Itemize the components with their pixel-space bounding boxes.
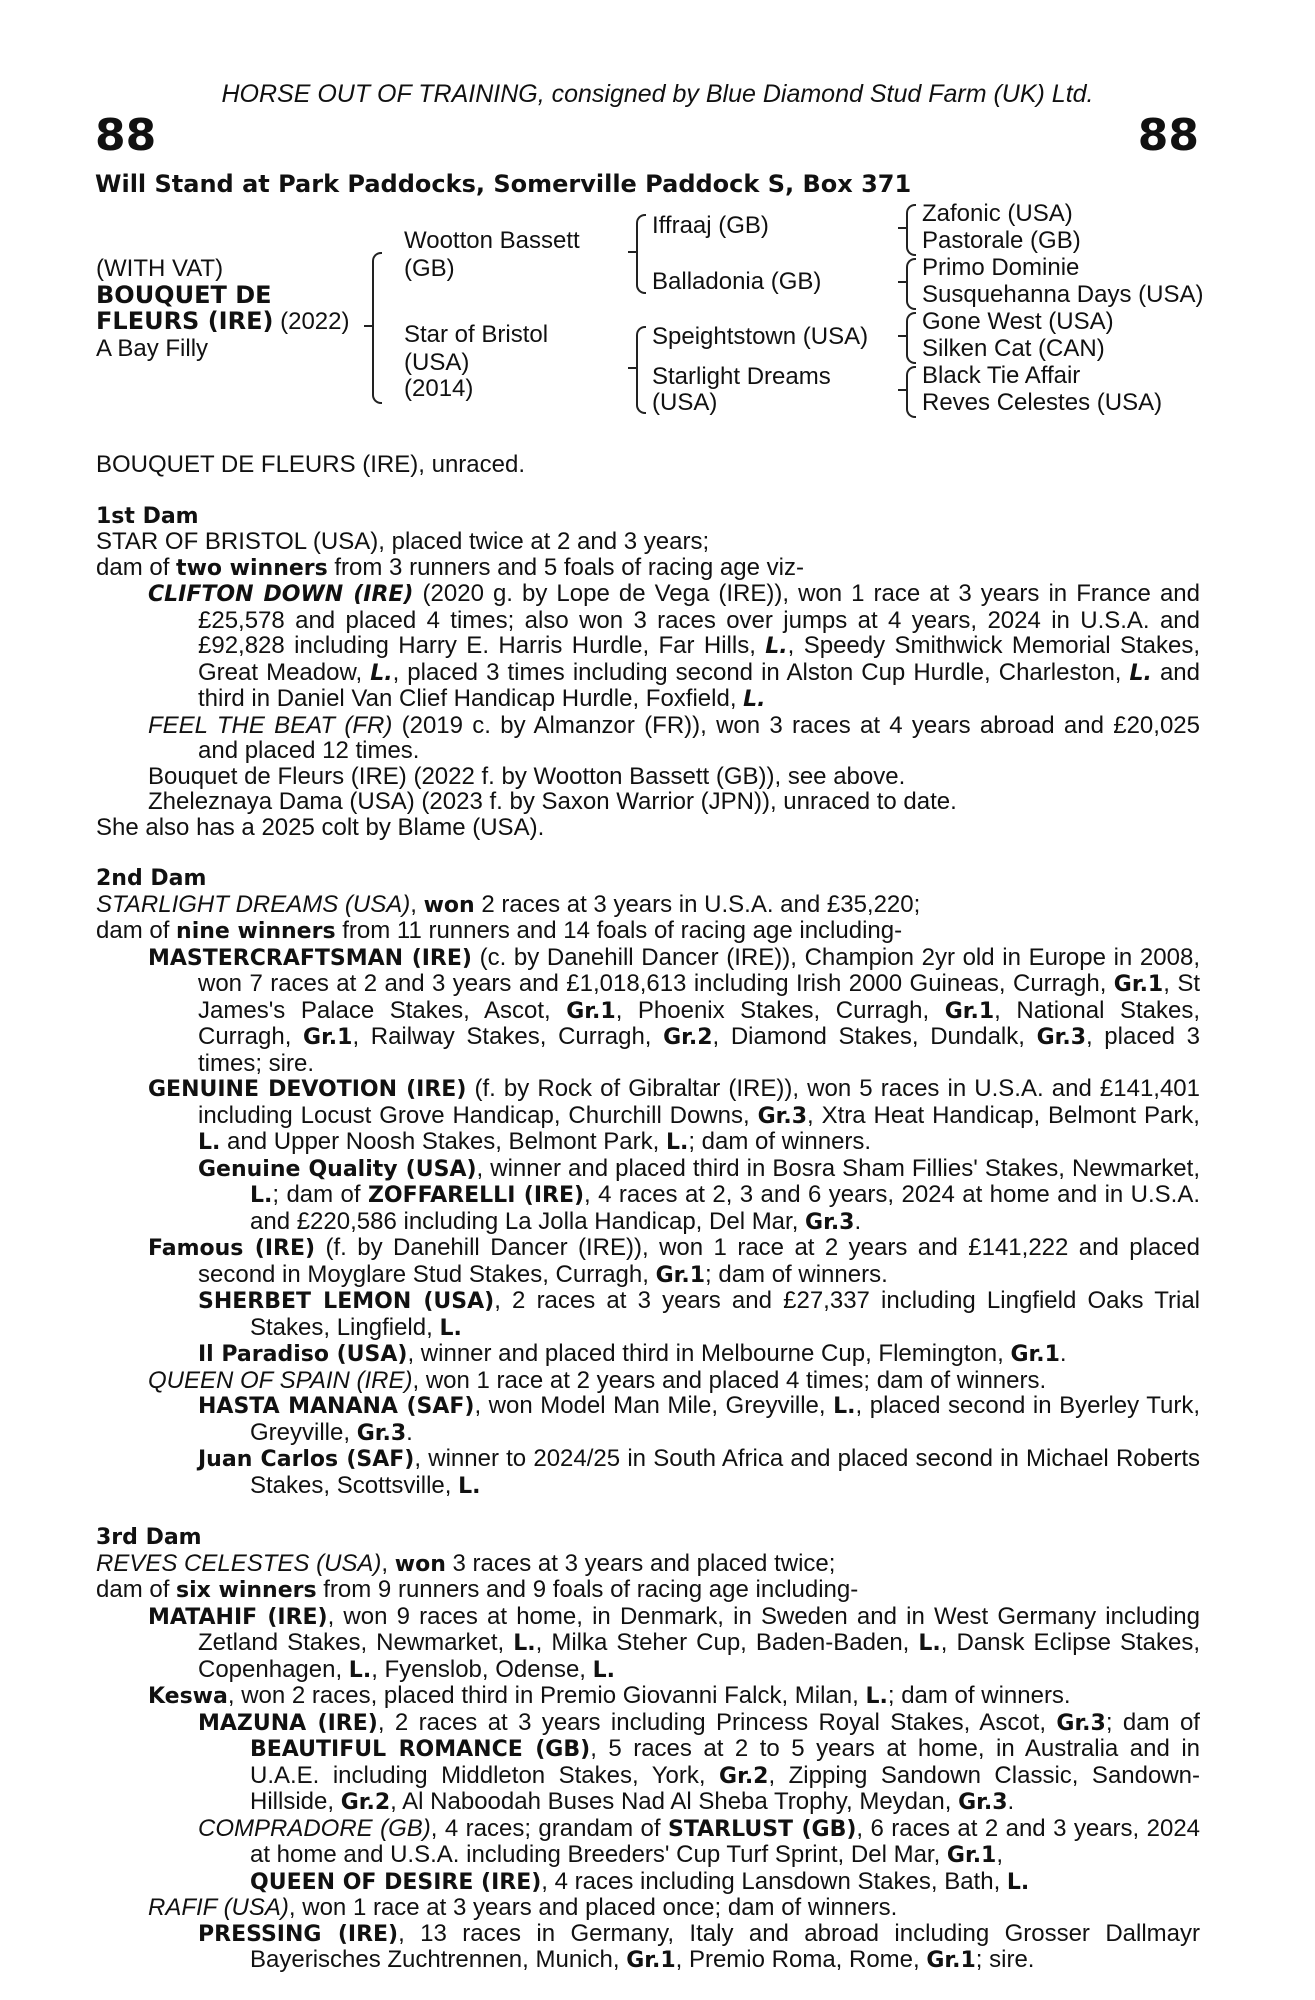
unraced-note: BOUQUET DE FLEURS (IRE), unraced. [96, 451, 525, 478]
first-dam-line1: STAR OF BRISTOL (USA), placed twice at 2 and 3 years; [96, 528, 710, 555]
first-dam-heading: 1st Dam [96, 503, 199, 529]
granddam-maternal-line2: (USA) [652, 389, 718, 416]
great-grandparent-8: Reves Celestes (USA) [922, 389, 1163, 416]
progeny-2025-colt: She also has a 2025 colt by Blame (USA). [96, 813, 545, 841]
pedigree-brace-dam-tip [628, 367, 636, 369]
progeny-mastercraftsman: MASTERCRAFTSMAN (IRE) (c. by Danehill Dancer (IRE)), Champion 2yr old in Europe in 2008, won 7 races at 2 and 3 years and £1,018,613 including Irish 2000 Guineas, Curragh, Gr.1, St James's Palace Stakes, Ascot, Gr.1, Phoenix Stakes, Curragh, Gr.1, National Stakes, Curragh, Gr.1, Railway Stakes, Curragh, Gr.2, Diamond Stakes, Dundalk, Gr.3, placed 3 times; sire. [148, 943, 1201, 1077]
progeny-genuine-quality: Genuine Quality (USA), winner and placed third in Bosra Sham Fillies' Stakes, Newmarket, L.; dam of ZOFFARELLI (IRE), 4 races at 2, 3 and 6 years, 2024 at home and in U.S.A. and £220,586 including La Jolla Handicap, Del Mar, Gr.3. [198, 1154, 1200, 1235]
progeny-hasta-manana: HASTA MANANA (SAF), won Model Man Mile, Greyville, L., placed second in Byerley Turk, Greyville, Gr.3. [198, 1392, 1201, 1446]
second-dam-heading: 2nd Dam [96, 866, 207, 891]
progeny-sherbet-lemon: SHERBET LEMON (USA), 2 races at 3 years and £27,337 including Lingfield Oaks Trial Stakes, Lingfield, L. [198, 1287, 1201, 1341]
progeny-zheleznaya-dama: Zheleznaya Dama (USA) (2023 f. by Saxon Warrior (JPN)), unraced to date. [148, 788, 957, 815]
progeny-famous: Famous (IRE) (f. by Danehill Dancer (IRE)), won 1 race at 2 years and £141,222 and placed second in Moyglare Stud Stakes, Curragh, Gr.1; dam of winners. [148, 1234, 1200, 1288]
progeny-pressing: PRESSING (IRE), 13 races in Germany, Italy and abroad including Grosser Dallmayr Bayerisches Zuchtrennen, Munich, Gr.1, Premio Roma, Rome, Gr.1; sire. [198, 1919, 1200, 1973]
sire-country: (GB) [404, 255, 455, 282]
progeny-rafif: RAFIF (USA), won 1 race at 3 years and placed once; dam of winners. [148, 1894, 898, 1921]
great-grandparent-6: Silken Cat (CAN) [922, 335, 1105, 362]
dam-name-line3: (2014) [404, 375, 474, 402]
progeny-mazuna: MAZUNA (IRE), 2 races at 3 years including Princess Royal Stakes, Ascot, Gr.3; dam of BEAUTIFUL ROMANCE (GB), 5 races at 2 to 5 years at home, in Australia and in U.A.E. including Middleton Stakes, York, Gr.2, Zipping Sandown Classic, Sandown-Hillside, Gr.2, Al Naboodah Buses Nad Al Sheba Trophy, Meydan, Gr.3. [198, 1708, 1201, 1815]
pedigree-brace-ggs3-tip [898, 335, 906, 337]
pedigree-brace-ggs1-tip [898, 227, 906, 229]
pedigree-brace-ggs3 [906, 312, 916, 364]
third-dam-line1: REVES CELESTES (USA), won 3 races at 3 years and placed twice; [96, 1549, 836, 1577]
lot-number-right: 88 [1137, 110, 1199, 161]
great-grandparent-2: Pastorale (GB) [922, 227, 1081, 254]
progeny-juan-carlos: Juan Carlos (SAF), winner to 2024/25 in South Africa and placed second in Michael Roberts Stakes, Scottsville, L. [198, 1445, 1200, 1499]
horse-name-line1: BOUQUET DE [96, 281, 272, 309]
pedigree-brace-ggs2-tip [898, 281, 906, 283]
vat-note: (WITH VAT) [96, 255, 224, 282]
pedigree-brace-ggs2 [906, 258, 916, 310]
progeny-queen-of-spain: QUEEN OF SPAIN (IRE), won 1 race at 2 years and placed 4 times; dam of winners. [148, 1366, 1047, 1394]
great-grandparent-7: Black Tie Affair [922, 362, 1081, 389]
progeny-il-paradiso: Il Paradiso (USA), winner and placed third in Melbourne Cup, Flemington, Gr.1. [198, 1340, 1067, 1367]
second-dam-line2: dam of nine winners from 11 runners and 14 foals of racing age including- [96, 917, 903, 944]
catalogue-body [96, 452, 1200, 1974]
third-dam-heading: 3rd Dam [96, 1525, 202, 1550]
consignment-line: HORSE OUT OF TRAINING, consigned by Blue Diamond Stud Farm (UK) Ltd. [221, 80, 1094, 108]
pedigree-brace-sire [636, 214, 646, 294]
lot-number-left: 88 [95, 110, 157, 161]
first-dam-line2: dam of two winners from 3 runners and 5 foals of racing age viz- [96, 553, 804, 581]
great-grandparent-5: Gone West (USA) [922, 308, 1114, 335]
birth-year: (2022) [273, 308, 350, 335]
progeny-keswa: Keswa, won 2 races, placed third in Premio Giovanni Falck, Milan, L.; dam of winners. [148, 1682, 1071, 1709]
great-grandparent-4: Susquehanna Days (USA) [922, 281, 1204, 308]
pedigree-brace-main-tip [364, 325, 372, 327]
progeny-bouquet-de-fleurs: Bouquet de Fleurs (IRE) (2022 f. by Wootton Bassett (GB)), see above. [148, 762, 906, 790]
stand-location: Will Stand at Park Paddocks, Somerville Paddock S, Box 371 [95, 170, 912, 198]
progeny-feel-the-beat: FEEL THE BEAT (FR) (2019 c. by Almanzor (FR)), won 3 races at 4 years abroad and £20,025 and placed 12 times. [148, 711, 1200, 764]
second-dam-line1: STARLIGHT DREAMS (USA), won 2 races at 3 years in U.S.A. and £35,220; [96, 890, 921, 918]
grandsire-paternal: Iffraaj (GB) [652, 212, 769, 239]
progeny-matahif: MATAHIF (IRE), won 9 races at home, in Denmark, in Sweden and in West Germany including Zetland Stakes, Newmarket, L., Milka Steher Cup, Baden-Baden, L., Dansk Eclipse Stakes, Copenhagen, L., Fyenslob, Odense, L. [148, 1602, 1201, 1683]
pedigree-brace-ggs4 [906, 366, 916, 418]
third-dam-line2: dam of six winners from 9 runners and 9 foals of racing age including- [96, 1576, 859, 1603]
sire-name: Wootton Bassett [404, 227, 580, 254]
grandsire-maternal: Speightstown (USA) [652, 323, 869, 350]
dam-name-line2: (USA) [404, 349, 470, 376]
progeny-clifton-down: CLIFTON DOWN (IRE) (2020 g. by Lope de Vega (IRE)), won 1 race at 3 years in France and £25,578 and placed 4 times; also won 3 races over jumps at 4 years, 2024 in U.S.A. and £92,828 including Harry E. Harris Hurdle, Far Hills, L., Speedy Smithwick Memorial Stakes, Great Meadow, L., placed 3 times including second in Alston Cup Hurdle, Charleston, L. and third in Daniel Van Clief Handicap Hurdle, Foxfield, L. [148, 580, 1200, 712]
pedigree-brace-dam [636, 326, 646, 414]
pedigree-brace-sire-tip [628, 251, 636, 253]
horse-name-line2: FLEURS (IRE) (2022) [96, 307, 350, 335]
dam-name-line1: Star of Bristol [404, 321, 549, 348]
great-grandparent-1: Zafonic (USA) [922, 200, 1073, 227]
horse-sex: A Bay Filly [96, 335, 209, 362]
progeny-compradore: COMPRADORE (GB), 4 races; grandam of STARLUST (GB), 6 races at 2 and 3 years, 2024 at home and U.S.A. including Breeders' Cup Turf Sprint, Del Mar, Gr.1, QUEEN OF DESIRE (IRE), 4 races including Lansdown Stakes, Bath, L. [198, 1814, 1201, 1895]
pedigree-brace-ggs1 [906, 204, 916, 256]
great-grandparent-3: Primo Dominie [922, 254, 1080, 281]
pedigree-brace-ggs4-tip [898, 389, 906, 391]
pedigree-brace-main [372, 252, 382, 404]
granddam-paternal: Balladonia (GB) [652, 268, 822, 295]
granddam-maternal-line1: Starlight Dreams [652, 363, 831, 390]
progeny-genuine-devotion: GENUINE DEVOTION (IRE) (f. by Rock of Gibraltar (IRE)), won 5 races in U.S.A. and £141,401 including Locust Grove Handicap, Churchill Downs, Gr.3, Xtra Heat Handicap, Belmont Park, L. and Upper Noosh Stakes, Belmont Park, L.; dam of winners. [148, 1075, 1200, 1155]
